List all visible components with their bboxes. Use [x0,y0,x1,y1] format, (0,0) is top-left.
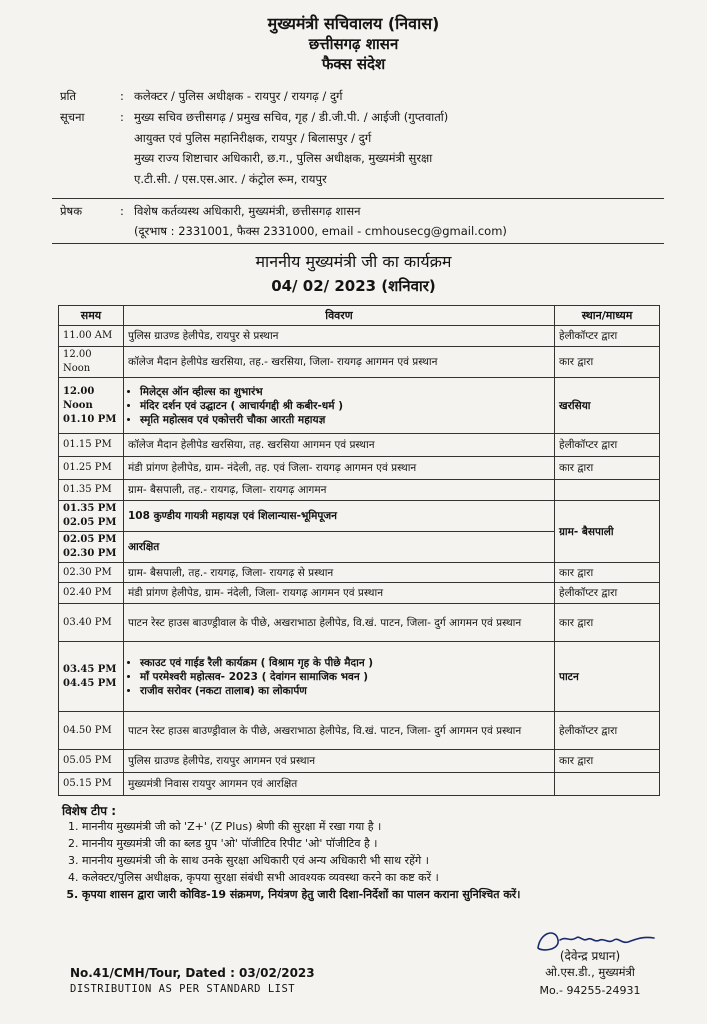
time-cell: 04.50 PM [59,712,124,750]
fax-message-title: फैक्स संदेश [321,55,386,73]
place-cell: पाटन [555,642,660,712]
description-cell [124,642,555,712]
description-cell: ग्राम- बैसपाली, तह.- रायगढ़, जिला- रायगढ़ से प्रस्थान [124,563,555,583]
table-row [59,326,660,347]
table-row [59,378,660,434]
end-time: 02.05 PM [63,517,117,528]
table-row [59,712,660,750]
event-item: • राजीव सरोवर (नकटा तालाब) का लोकार्पण [140,684,550,698]
signatory-name: (देवेन्द्र प्रधान) [559,949,621,963]
place-cell [555,480,660,501]
colon: : [120,89,124,103]
description-cell: 108 कुण्डीय गायत्री महायज्ञ एवं शिलान्यास-भूमिपूजन [124,501,555,532]
signatory-designation: ओ.एस.डी., मुख्यमंत्री [545,965,635,979]
notes-list [60,818,682,903]
time-cell [59,532,124,563]
table-row [59,642,660,712]
event-item: • माँ परमेश्वरी महोत्सव- 2023 ( देवांगन सामाजिक भवन ) [140,670,550,684]
col-header-time: समय [59,306,124,326]
time-cell: 01.15 PM [59,434,124,457]
divider [52,198,664,199]
divider [52,243,664,244]
place-cell: कार द्वारा [555,750,660,773]
description-cell: पुलिस ग्राउण्ड हेलीपेड, रायपुर से प्रस्थान [124,326,555,347]
sender-contact: (दूरभाष : 2331001, फैक्स 2331000, email - cmhousecg@gmail.com) [134,224,507,238]
description-cell: मंडी प्रांगण हेलीपेड, ग्राम- नंदेली, जिला- रायगढ़ आगमन एवं प्रस्थान [124,583,555,604]
col-header-place: स्थान/माध्यम [555,306,660,326]
schedule-table [58,305,660,796]
place-cell: हेलीकॉप्टर द्वारा [555,583,660,604]
time-cell: 01.25 PM [59,457,124,480]
signatory-mobile: Mo.- 94255-24931 [539,984,641,997]
to-label: प्रति [60,89,77,103]
distribution-note: DISTRIBUTION AS PER STANDARD LIST [70,983,296,995]
table-row [59,480,660,501]
table-row [59,347,660,378]
start-time: 02.05 PM [63,534,117,545]
time-cell [59,642,124,712]
place-cell: ग्राम- बैसपाली [555,501,660,563]
table-header-row [59,306,660,326]
note-item: 2. माननीय मुख्यमंत्री जी का ब्लड ग्रुप 'ओ' पॉजीटिव रिपीट 'ओ' पॉजीटिव है । [82,835,682,852]
time-cell: 01.35 PM [59,480,124,501]
start-time: 12.00 Noon [63,385,95,411]
notes-heading: विशेष टीप : [62,804,117,818]
description-cell: मंडी प्रांगण हेलीपेड, ग्राम- नंदेली, तह. एवं जिला- रायगढ़ आगमन एवं प्रस्थान [124,457,555,480]
sender-details [134,203,704,240]
place-cell [555,773,660,796]
government-title: छत्तीसगढ़ शासन [308,35,399,53]
end-time: 04.45 PM [63,677,117,689]
program-date: 04/ 02/ 2023 (शनिवार) [271,277,436,295]
description-cell: ग्राम- बैसपाली, तह.- रायगढ़, जिला- रायगढ़ आगमन [124,480,555,501]
place-cell: हेलीकॉप्टर द्वारा [555,712,660,750]
description-cell: आरक्षित [124,532,555,563]
sender-name: विशेष कर्तव्यस्थ अधिकारी, मुख्यमंत्री, छत्तीसगढ़ शासन [134,204,361,218]
table-row [59,501,660,532]
end-time: 02.30 PM [63,548,117,559]
description-cell: पुलिस ग्राउण्ड हेलीपेड, रायपुर आगमन एवं प्रस्थान [124,750,555,773]
place-cell: हेलीकॉप्टर द्वारा [555,434,660,457]
time-cell: 12.00 Noon [59,347,124,378]
place-cell: हेलीकॉप्टर द्वारा [555,326,660,347]
info-line: मुख्य सचिव छत्तीसगढ़ / प्रमुख सचिव, गृह / डी.जी.पी. / आईजी (गुप्तवार्ता) [134,110,449,124]
start-time: 03.45 PM [63,663,117,675]
table-row [59,604,660,642]
table-row [59,750,660,773]
time-cell: 03.40 PM [59,604,124,642]
place-cell: कार द्वारा [555,604,660,642]
description-cell: पाटन रेस्ट हाउस बाउण्ड्रीवाल के पीछे, अखराभाठा हेलीपेड, वि.खं. पाटन, जिला- दुर्ग आगमन एवं प्रस्थान [124,712,555,750]
description-cell: पाटन रेस्ट हाउस बाउण्ड्रीवाल के पीछे, अखराभाठा हेलीपेड, वि.खं. पाटन, जिला- दुर्ग आगमन एवं प्रस्थान [124,604,555,642]
start-time: 01.35 PM [63,503,117,514]
note-item: 3. माननीय मुख्यमंत्री जी के साथ उनके सुरक्षा अधिकारी एवं अन्य अधिकारी भी साथ रहेंगे । [82,852,682,869]
table-row [59,434,660,457]
description-cell: कॉलेज मैदान हेलीपेड खरसिया, तह.- खरसिया, जिला- रायगढ़ आगमन एवं प्रस्थान [124,347,555,378]
sender-label: प्रेषक [60,204,83,218]
note-item: 4. कलेक्टर/पुलिस अधीक्षक, कृपया सुरक्षा संबंधी सभी आवश्यक व्यवस्था करने का कष्ट करें । [82,869,682,886]
note-item: 5. कृपया शासन द्वारा जारी कोविड-19 संक्रमण, नियंत्रण हेतु जारी दिशा-निर्देशों का पालन कराना सुनिश्चित करें। [82,886,682,903]
colon: : [120,110,124,124]
letterhead [0,14,707,74]
info-line: ए.टी.सी. / एस.एस.आर. / कंट्रोल रूम, रायपुर [134,172,327,186]
time-cell: 02.40 PM [59,583,124,604]
time-cell [59,501,124,532]
info-recipients [134,109,704,188]
reference-number: No.41/CMH/Tour, Dated : 03/02/2023 [70,966,315,980]
table-row [59,583,660,604]
table-row [59,563,660,583]
col-header-description: विवरण [124,306,555,326]
table-row [59,773,660,796]
place-cell: कार द्वारा [555,563,660,583]
info-line: आयुक्त एवं पुलिस महानिरीक्षक, रायपुर / बिलासपुर / दुर्ग [134,131,372,145]
to-recipients: कलेक्टर / पुलिस अधीक्षक - रायपुर / रायगढ़ / दुर्ग [134,89,343,103]
event-item: • मंदिर दर्शन एवं उद्घाटन ( आचार्यगद्दी श्री कबीर-धर्म ) [140,399,550,413]
place-cell: कार द्वारा [555,457,660,480]
time-cell: 11.00 AM [59,326,124,347]
info-label: सूचना [60,110,85,124]
colon: : [120,204,124,218]
time-cell: 05.15 PM [59,773,124,796]
event-item: • स्काउट एवं गाईड रैली कार्यक्रम ( विश्राम गृह के पीछे मैदान ) [140,656,550,670]
time-cell: 02.30 PM [59,563,124,583]
time-cell: 05.05 PM [59,750,124,773]
place-cell: कार द्वारा [555,347,660,378]
description-cell: कॉलेज मैदान हेलीपेड खरसिया, तह. खरसिया आगमन एवं प्रस्थान [124,434,555,457]
program-title: माननीय मुख्यमंत्री जी का कार्यक्रम [255,252,452,271]
description-cell: मुख्यमंत्री निवास रायपुर आगमन एवं आरक्षित [124,773,555,796]
office-title: मुख्यमंत्री सचिवालय (निवास) [267,14,440,33]
info-line: मुख्य राज्य शिष्टाचार अधिकारी, छ.ग., पुलिस अधीक्षक, मुख्यमंत्री सुरक्षा [134,151,433,165]
description-cell [124,378,555,434]
event-item: • मिलेट्स ऑन व्हील्स का शुभारंभ [140,385,550,399]
time-cell [59,378,124,434]
end-time: 01.10 PM [63,413,117,425]
event-item: • स्मृति महोत्सव एवं एकोत्तरी चौका आरती महायज्ञ [140,413,550,427]
note-item: 1. माननीय मुख्यमंत्री जी को 'Z+' (Z Plus) श्रेणी की सुरक्षा में रखा गया है । [82,818,682,835]
table-row [59,457,660,480]
place-cell: खरसिया [555,378,660,434]
